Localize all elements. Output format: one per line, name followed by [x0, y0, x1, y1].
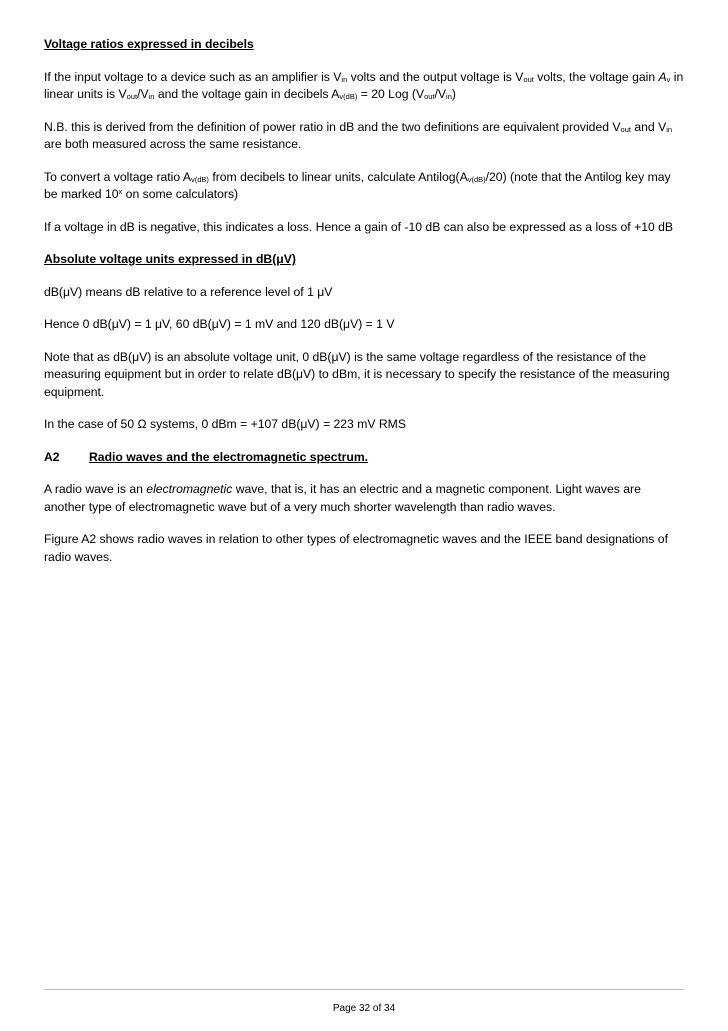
text-run: /20) (note that the Antilog key may be marked 10	[44, 169, 671, 201]
text-run: and V	[630, 119, 667, 134]
text-run: )	[451, 87, 456, 101]
text-run: on some calculators)	[122, 187, 239, 201]
italic-symbol: A	[658, 69, 667, 84]
section-number: A2	[44, 449, 60, 464]
subscript: out	[126, 92, 138, 101]
heading-voltage-ratios: Voltage ratios expressed in decibels	[44, 37, 254, 51]
italic-word: electromagnetic	[146, 482, 233, 496]
text-run: If the input voltage to a device such as an amplifier is V	[44, 69, 342, 84]
text-run: wave, that is, it has an electric and a magnetic component. Light waves are another type of electromagnetic wave but of a very much shorter wavelength than radio waves.	[44, 482, 641, 514]
paragraph-50-ohm: In the case of 50 Ω systems, 0 dBm = +107 dB(μV) = 223 mV RMS	[44, 417, 406, 431]
text-run: To convert a voltage ratio A	[44, 169, 192, 184]
heading-absolute-voltage: Absolute voltage units expressed in dB(μV)	[44, 252, 296, 266]
page-number: Page 32 of 34	[332, 1003, 396, 1014]
text-run: N.B. this is derived from the definition of power ratio in dB and the two definitions are equivalent provided V	[44, 119, 621, 134]
subscript: in	[666, 124, 673, 134]
subscript: v(dB)	[467, 174, 486, 184]
footer-divider	[44, 989, 684, 990]
text-run: = 20 Log (V	[357, 87, 425, 101]
paragraph-dbuv-definition: dB(μV) means dB relative to a reference level of 1 μV	[44, 284, 333, 299]
text-run: volts, the voltage gain	[533, 69, 659, 84]
paragraph-hence: Hence 0 dB(μV) = 1 μV, 60 dB(μV) = 1 mV and 120 dB(μV) = 1 V	[44, 317, 395, 331]
subscript: v(dB)	[339, 92, 358, 101]
subscript: out	[523, 74, 534, 84]
subscript: in	[148, 92, 155, 101]
text-run: /V	[137, 87, 149, 101]
paragraph-convert	[44, 169, 684, 204]
subscript: out	[620, 124, 631, 134]
paragraph-nb	[44, 119, 684, 154]
text-run: A radio wave is an	[44, 482, 147, 496]
paragraph-figure-a2: Figure A2 shows radio waves in relation to other types of electromagnetic waves and the IEEE band designations of radio waves.	[44, 532, 668, 564]
text-run: are both measured across the same resistance.	[44, 137, 302, 151]
paragraph-note: Note that as dB(μV) is an absolute voltage unit, 0 dB(μV) is the same voltage regardless of the resistance of the measuring equipment but in order to relate dB(μV) to dBm, it is necessary to specify the resistance of the measuring equipment.	[44, 349, 670, 399]
document-body	[44, 36, 684, 581]
paragraph-radio-wave	[44, 481, 684, 516]
text-run: and the voltage gain in decibels A	[154, 87, 340, 101]
subscript: in	[446, 92, 452, 101]
text-run: volts and the output voltage is V	[347, 69, 524, 84]
subscript: out	[424, 92, 435, 101]
subscript: v	[666, 74, 671, 84]
heading-a2	[44, 449, 684, 467]
subscript: v(dB)	[191, 174, 209, 184]
paragraph-negative-db: If a voltage in dB is negative, this indicates a loss. Hence a gain of -10 dB can also be expressed as a loss of +10 dB	[44, 219, 674, 234]
superscript: x	[118, 187, 123, 196]
paragraph-voltage-gain	[44, 69, 684, 104]
section-title: Radio waves and the electromagnetic spectrum.	[89, 449, 369, 464]
text-run: from decibels to linear units, calculate Antilog(A	[208, 169, 468, 184]
subscript: in	[341, 74, 348, 84]
text-run: in linear units is V	[44, 69, 684, 101]
text-run: /V	[434, 87, 447, 101]
